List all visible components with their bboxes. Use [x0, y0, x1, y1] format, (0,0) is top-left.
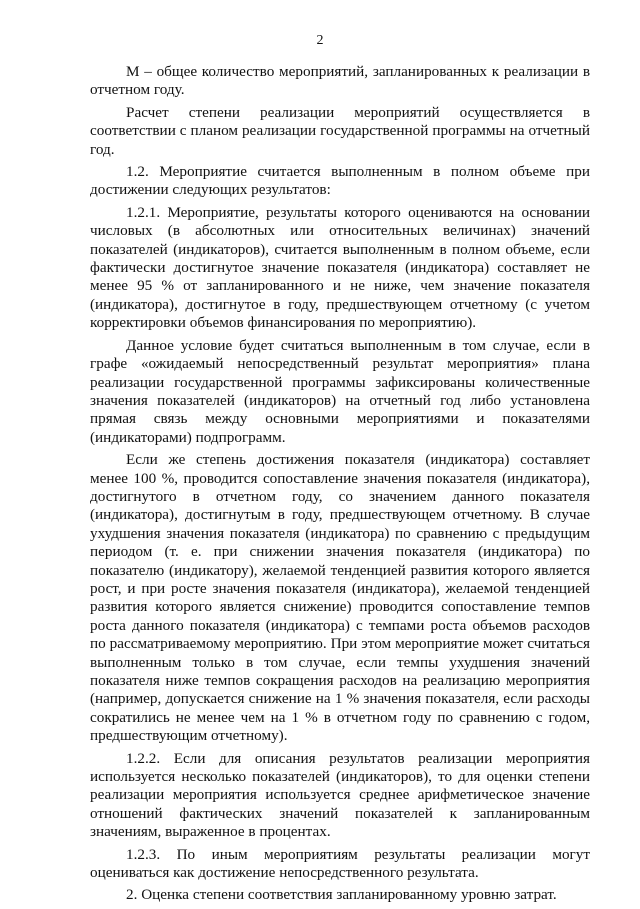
paragraph-1-2-2: 1.2.2. Если для описания результатов реализации мероприятия используется несколько показателей (индикаторов), то для оценки степени реализации мероприятия используется среднее арифметическое значение отношений фактических значений показателей к запланированным значениям, выраженное в процентах. [90, 749, 590, 841]
paragraph-m-definition: М – общее количество мероприятий, запланированных к реализации в отчетном году. [90, 63, 590, 99]
paragraph-comparison: Если же степень достижения показателя (индикатора) составляет менее 100 %, проводится сопоставление значения показателя (индикатора), достигнутого в отчетном году, со значением данного показателя (индикатора), достигнутым в году, предшествующем отчетному. В случае ухудшения значения показателя (индикатора) по сравнению с предыдущим периодом (т. е. при снижении значения показателя (индикатора) по показателю (индикатору), желаемой тенденцией развития которого является рост, и при росте значения показателя (индикатора), желаемой тенденцией развития которого является снижение) проводится сопоставление темпов роста данного показателя (индикатора) с темпами роста объемов расходов по рассматриваемому мероприятию. При этом мероприятие может считаться выполненным только в том случае, если темпы ухудшения значений показателя ниже темпов сокращения расходов на реализацию мероприятия (например, допускается снижение на 1 % значения показателя, если расходы сократились не менее чем на 1 % в отчетном году по сравнению с годом, предшествующим отчетному). [90, 451, 590, 745]
paragraph-condition: Данное условие будет считаться выполненным в том случае, если в графе «ожидаемый непосредственный результат мероприятия» плана реализации государственной программы зафиксированы количественные значения показателей (индикаторов) на отчетный год либо установлена прямая связь между основными мероприятиями и показателями (индикаторами) подпрограмм. [90, 336, 590, 446]
paragraph-2: 2. Оценка степени соответствия запланированному уровню затрат. [126, 886, 557, 904]
page-number: 2 [316, 33, 324, 48]
paragraph-1-2: 1.2. Мероприятие считается выполненным в полном объеме при достижении следующих результатов: [90, 163, 590, 199]
paragraph-1-2-1: 1.2.1. Мероприятие, результаты которого оцениваются на основании числовых (в абсолютных или относительных величинах) значений показателей (индикаторов), считается выполненным в полном объеме, если фактически достигнутое значение показателя (индикатора) составляет не менее 95 % от запланированного и не ниже, чем значение показателя (индикатора), достигнутое в году, предшествующем отчетному (с учетом корректировки объемов финансирования по мероприятию). [90, 203, 590, 332]
paragraph-1-2-3: 1.2.3. По иным мероприятиям результаты реализации могут оцениваться как достижение непосредственного результата. [90, 845, 590, 882]
body-text [90, 63, 590, 909]
paragraph-calculation: Расчет степени реализации мероприятий осуществляется в соответствии с планом реализации государственной программы на отчетный год. [90, 103, 590, 158]
